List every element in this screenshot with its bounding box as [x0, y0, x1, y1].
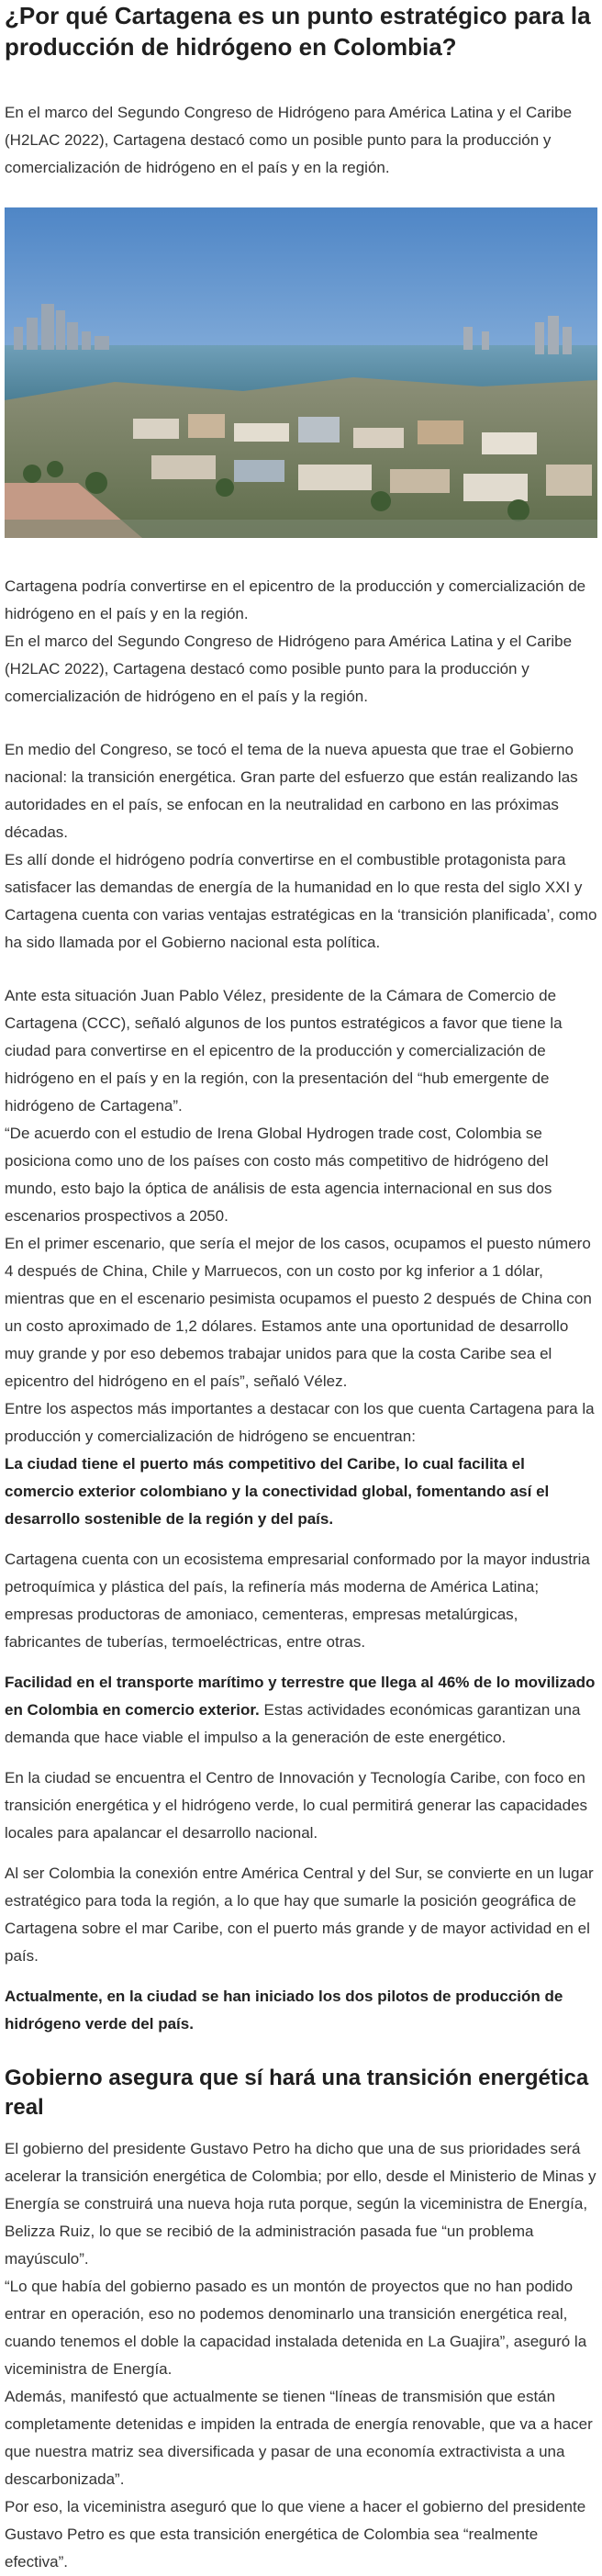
article-title: ¿Por qué Cartagena es un punto estratégico para la producción de hidrógeno en Colombia?	[5, 2, 591, 61]
highlight-port: La ciudad tiene el puerto más competitivo del Caribe, lo cual facilita el comercio exterior colombiano y la conectividad global, fomentando así el desarrollo sostenible de la región y del país.	[5, 1455, 550, 1528]
section4-heading: Gobierno asegura que sí hará una transición energética real	[5, 2066, 589, 2120]
section3-paragraph-5: Cartagena cuenta con un ecosistema empresarial conformado por la mayor industria petroquímica y plástica del país, la refinería más moderna de América Latina; empresas productoras de amoniaco, cementeras, empresas metalúrgicas, fabricantes de tuberías, termoeléctricas, entre otras.	[5, 1551, 590, 1651]
section4-paragraph-1: El gobierno del presidente Gustavo Petro ha dicho que una de sus prioridades será acelerar la transición energética de Colombia; por ello, desde el Ministerio de Minas y Energía se construirá una nueva hoja ruta porque, según la viceministra de Energía, Belizza Ruiz, lo que se recibió de la administración pasada fue “un problema mayúsculo”.	[5, 2140, 596, 2268]
section3-paragraph-2: “De acuerdo con el estudio de Irena Global Hydrogen trade cost, Colombia se posiciona como uno de los países con costo más competitivo de hidrógeno del mundo, esto bajo la óptica de análisis de esta agencia internacional en sus dos escenarios prospectivos a 2050.	[5, 1125, 552, 1225]
section4-paragraph-3: Además, manifestó que actualmente se tienen “líneas de transmisión que están completamente detenidas e impiden la entrada de energía renovable, que va a hacer que nuestra matriz sea diversificada y pasar de una economía extractivista a una descarbonizada”.	[5, 2388, 593, 2488]
section3-paragraph-8: Al ser Colombia la conexión entre América Central y del Sur, se convierte en un lugar estratégico para toda la región, a lo que hay que sumarle la posición geográfica de Cartagena sobre el mar Caribe, con el puerto más grande y de mayor actividad en el país.	[5, 1865, 594, 1965]
intro-paragraph: En el marco del Segundo Congreso de Hidrógeno para América Latina y el Caribe (H2LAC 2022), Cartagena destacó como un posible punto para la producción y comercialización de hidrógeno en el país y en la región.	[5, 104, 573, 176]
section2-paragraph-2: Es allí donde el hidrógeno podría convertirse en el combustible protagonista para satisfacer las demandas de energía de la humanidad en lo que resta del siglo XXI y Cartagena cuenta con varias ventajas estratégicas en la ‘transición planificada’, como ha sido llamada por el Gobierno nacional esta política.	[5, 851, 597, 951]
section3-paragraph-6	[5, 1669, 597, 1752]
section2-paragraph-1: En medio del Congreso, se tocó el tema de la nueva apuesta que trae el Gobierno nacional: la transición energética. Gran parte del esfuerzo que están realizando las autoridades en el país, se enfocan en la neutralidad en carbono en las próximas décadas.	[5, 741, 578, 841]
section3-paragraph-6-rest: Estas actividades económicas garantizan una demanda que hace viable el impulso a la generación de este energético.	[5, 1701, 581, 1746]
section3-paragraph-4: Entre los aspectos más importantes a destacar con los que cuenta Cartagena para la producción y comercialización de hidrógeno se encuentran:	[5, 1400, 595, 1445]
highlight-transport: Facilidad en el transporte marítimo y terrestre que llega al 46% de lo movilizado en Colombia en comercio exterior.	[5, 1674, 596, 1719]
cartagena-skyline-photo	[5, 207, 597, 538]
section4-paragraph-2: “Lo que había del gobierno pasado es un montón de proyectos que no han podido entrar en operación, eso no podemos denominarlo una transición energética real, cuando tenemos el doble la capacidad instalada detenida en La Guajira”, aseguró la viceministra de Energía.	[5, 2278, 587, 2378]
highlight-pilots: Actualmente, en la ciudad se han iniciado los dos pilotos de producción de hidrógeno verde del país.	[5, 1988, 563, 2033]
section3-paragraph-3: En el primer escenario, que sería el mejor de los casos, ocupamos el puesto número 4 después de China, Chile y Marruecos, con un costo por kg inferior a 1 dólar, mientras que en el escenario pesimista ocupamos el puesto 2 después de China con un costo aproximado de 1,2 dólares. Estamos ante una oportunidad de desarrollo muy grande y por eso debemos trabajar unidos para que la costa Caribe sea el epicentro del hidrógeno en el país”, señaló Vélez.	[5, 1235, 592, 1390]
section1-paragraph-1: Cartagena podría convertirse en el epicentro de la producción y comercialización de hidrógeno en el país y en la región.	[5, 577, 586, 622]
section4-paragraph-4: Por eso, la viceministra aseguró que lo que viene a hacer el gobierno del presidente Gustavo Petro es que esta transición energética de Colombia sea “realmente efectiva”.	[5, 2498, 586, 2570]
section3-paragraph-1: Ante esta situación Juan Pablo Vélez, presidente de la Cámara de Comercio de Cartagena (CCC), señaló algunos de los puntos estratégicos a favor que tiene la ciudad para convertirse en el epicentro de la producción y comercialización de hidrógeno en el país y en la región, con la presentación del “hub emergente de hidrógeno de Cartagena”.	[5, 987, 563, 1114]
section3-paragraph-7: En la ciudad se encuentra el Centro de Innovación y Tecnología Caribe, con foco en transición energética y el hidrógeno verde, lo cual permitirá generar las capacidades locales para apalancar el desarrollo nacional.	[5, 1769, 588, 1842]
section1-paragraph-2: En el marco del Segundo Congreso de Hidrógeno para América Latina y el Caribe (H2LAC 2022), Cartagena destacó como posible punto para la producción y comercialización de hidrógeno en el país y la región.	[5, 633, 573, 705]
